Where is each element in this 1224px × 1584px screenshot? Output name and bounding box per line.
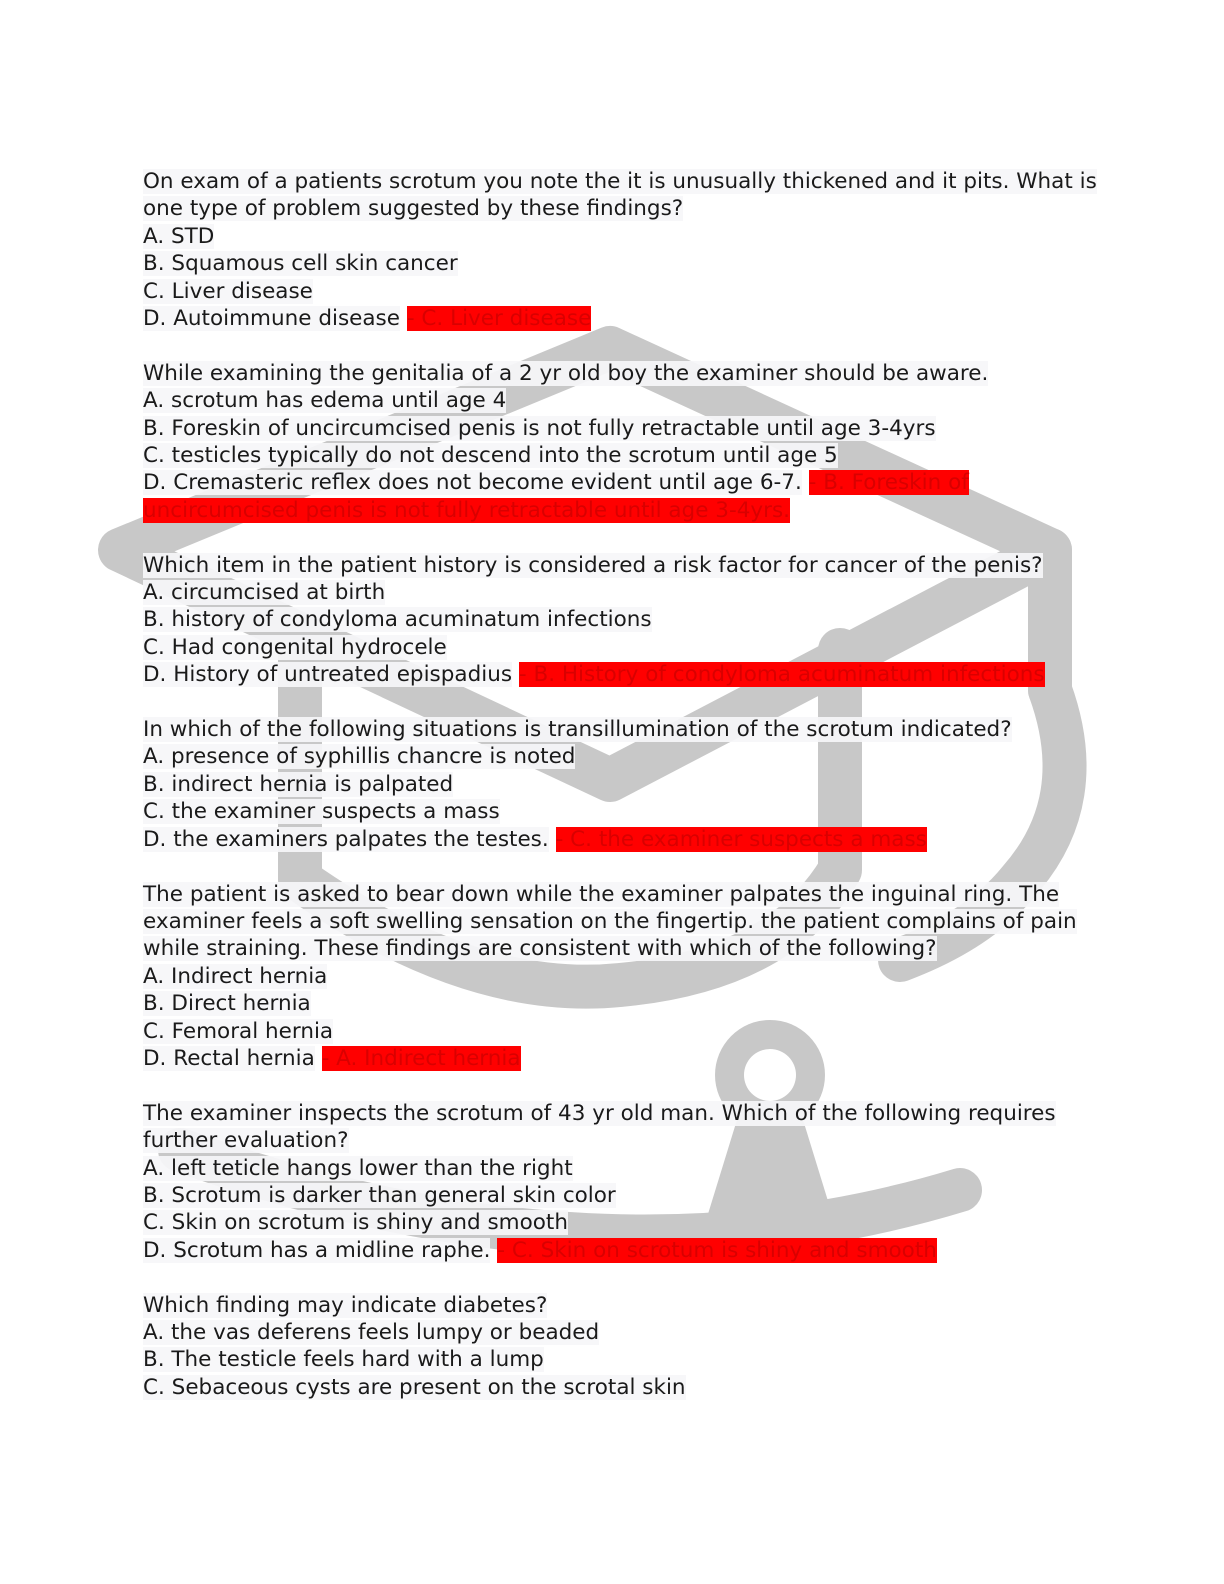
answer-option-with-key: D. the examiners palpates the testes. - C. the examiner suspects a mass [143, 826, 927, 852]
correct-answer-highlight: - C. Liver disease [406, 306, 592, 332]
question-stem-line: In which of the following situations is transillumination of the scrotum indicated? [143, 717, 1012, 743]
answer-option: B. indirect hernia is palpated [143, 771, 454, 797]
question-block [143, 1100, 1083, 1264]
correct-answer-highlight: - B. History of condyloma acuminatum infections [518, 662, 1045, 688]
question-block [143, 552, 1083, 689]
question-stem-line: While examining the genitalia of a 2 yr old boy the examiner should be aware. [143, 360, 989, 386]
correct-answer-highlight: - C. Skin on scrotum is shiny and smooth [497, 1237, 937, 1263]
question-stem-line: On exam of a patients scrotum you note the it is unusually thickened and it pits. What is [143, 169, 1097, 194]
answer-option: A. presence of syphillis chancre is noted [143, 744, 576, 770]
correct-answer-highlight: - B. Foreskin of [808, 470, 969, 496]
answer-option: A. left teticle hangs lower than the right [143, 1155, 573, 1181]
answer-option: A. Indirect hernia [143, 963, 328, 989]
answer-option: B. Scrotum is darker than general skin color [143, 1182, 616, 1208]
answer-option-with-key: D. Autoimmune disease - C. Liver disease [143, 306, 592, 332]
answer-option: A. the vas deferens feels lumpy or beaded [143, 1319, 600, 1345]
question-stem-line: The patient is asked to bear down while the examiner palpates the inguinal ring. The [143, 881, 1060, 907]
question-stem-line: further evaluation? [143, 1128, 349, 1154]
answer-option: A. circumcised at birth [143, 580, 386, 606]
correct-answer-highlight: - C. the examiner suspects a mass [555, 826, 927, 852]
question-block [143, 360, 1083, 524]
question-block [143, 881, 1083, 1073]
answer-option: B. Foreskin of uncircumcised penis is not fully retractable until age 3-4yrs [143, 415, 936, 441]
answer-option-with-key: D. Rectal hernia - A. Indirect hernia [143, 1045, 521, 1071]
answer-continuation [143, 497, 1083, 524]
question-block [143, 1292, 1083, 1402]
qa-content [143, 168, 1097, 1429]
question-stem-line: examiner feels a soft swelling sensation on the fingertip. the patient complains of pain [143, 908, 1077, 934]
answer-option: C. Had congenital hydrocele [143, 634, 447, 660]
answer-option: B. Direct hernia [143, 991, 311, 1017]
answer-option: C. Femoral hernia [143, 1018, 334, 1044]
answer-option: C. Sebaceous cysts are present on the scrotal skin [143, 1374, 686, 1400]
question-stem-line: The examiner inspects the scrotum of 43 yr old man. Which of the following requires [143, 1100, 1056, 1126]
correct-answer-highlight: - A. Indirect hernia [321, 1045, 521, 1071]
answer-option: A. scrotum has edema until age 4 [143, 388, 507, 414]
answer-option: C. the examiner suspects a mass [143, 799, 500, 825]
question-stem-line: Which item in the patient history is considered a risk factor for cancer of the penis? [143, 552, 1043, 578]
answer-option: B. The testicle feels hard with a lump [143, 1347, 544, 1373]
answer-option: B. history of condyloma acuminatum infections [143, 607, 652, 633]
question-stem-line: one type of problem suggested by these findings? [143, 196, 684, 222]
answer-option: C. testicles typically do not descend into the scrotum until age 5 [143, 443, 838, 469]
correct-answer-highlight: uncircumcised penis is not fully retractable until age 3-4yrs. [143, 497, 790, 523]
answer-option: C. Skin on scrotum is shiny and smooth [143, 1210, 568, 1236]
question-block [143, 716, 1083, 853]
question-block [143, 168, 1097, 332]
answer-option-with-key: D. Cremasteric reflex does not become evident until age 6-7. - B. Foreskin of [143, 470, 969, 496]
answer-option-with-key: D. Scrotum has a midline raphe. - C. Skin on scrotum is shiny and smooth [143, 1237, 937, 1263]
answer-option-with-key: D. History of untreated epispadius - B. History of condyloma acuminatum infections [143, 662, 1045, 688]
question-stem-line: while straining. These findings are consistent with which of the following? [143, 936, 937, 962]
answer-option: A. STD [143, 223, 215, 249]
answer-option: B. Squamous cell skin cancer [143, 251, 458, 277]
question-stem-line: Which finding may indicate diabetes? [143, 1292, 548, 1318]
answer-option: C. Liver disease [143, 278, 313, 304]
